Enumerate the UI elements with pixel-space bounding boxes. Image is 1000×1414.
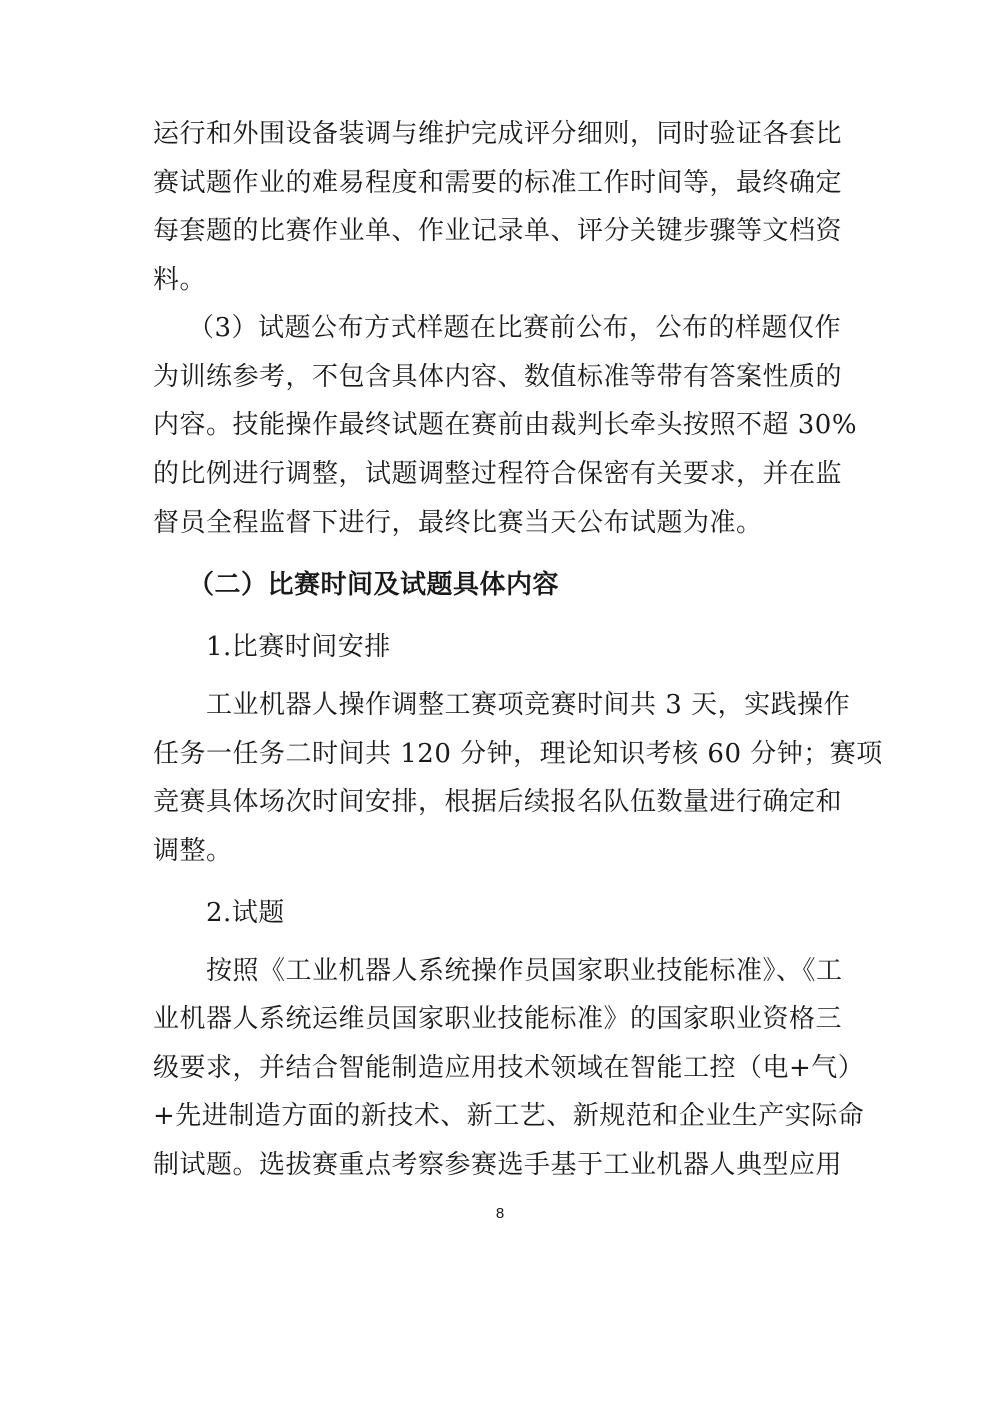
text-line: 竞赛具体场次时间安排，根据后续报名队伍数量进行确定和 <box>153 787 843 817</box>
text-line: 料。 <box>153 265 207 295</box>
text-line: 每套题的比赛作业单、作业记录单、评分关键步骤等文档资 <box>153 216 843 246</box>
text-line: +先进制造方面的新技术、新工艺、新规范和企业生产实际命 <box>153 1101 865 1131</box>
text-line: 调整。 <box>153 836 233 866</box>
section-heading: （二）比赛时间及试题具体内容 <box>188 570 560 600</box>
text-line: 赛试题作业的难易程度和需要的标准工作时间等，最终确定 <box>153 168 843 198</box>
text-line: 级要求，并结合智能制造应用技术领域在智能工控（电+气） <box>153 1053 865 1083</box>
text-line: 为训练参考，不包含具体内容、数值标准等带有答案性质的 <box>153 362 843 392</box>
subsection-heading: 2.试题 <box>206 898 285 928</box>
text-line: 按照《工业机器人系统操作员国家职业技能标准》、《工 <box>206 956 843 986</box>
text-line: 业机器人系统运维员国家职业技能标准》的国家职业资格三 <box>153 1004 843 1034</box>
text-line: 内容。技能操作最终试题在赛前由裁判长牵头按照不超 30% <box>153 410 858 440</box>
text-line: 运行和外围设备装调与维护完成评分细则，同时验证各套比 <box>153 119 843 149</box>
text-line: 工业机器人操作调整工赛项竞赛时间共 3 天，实践操作 <box>206 690 851 720</box>
page-number: 8 <box>495 1205 505 1222</box>
text-line: 督员全程监督下进行，最终比赛当天公布试题为准。 <box>153 508 763 538</box>
text-line: 的比例进行调整，试题调整过程符合保密有关要求，并在监 <box>153 459 843 489</box>
text-line: 任务一任务二时间共 120 分钟，理论知识考核 60 分钟；赛项 <box>153 739 883 769</box>
subsection-heading: 1.比赛时间安排 <box>206 632 391 662</box>
text-line: （3）试题公布方式样题在比赛前公布，公布的样题仅作 <box>188 313 842 343</box>
text-line: 制试题。选拔赛重点考察参赛选手基于工业机器人典型应用 <box>153 1150 843 1180</box>
